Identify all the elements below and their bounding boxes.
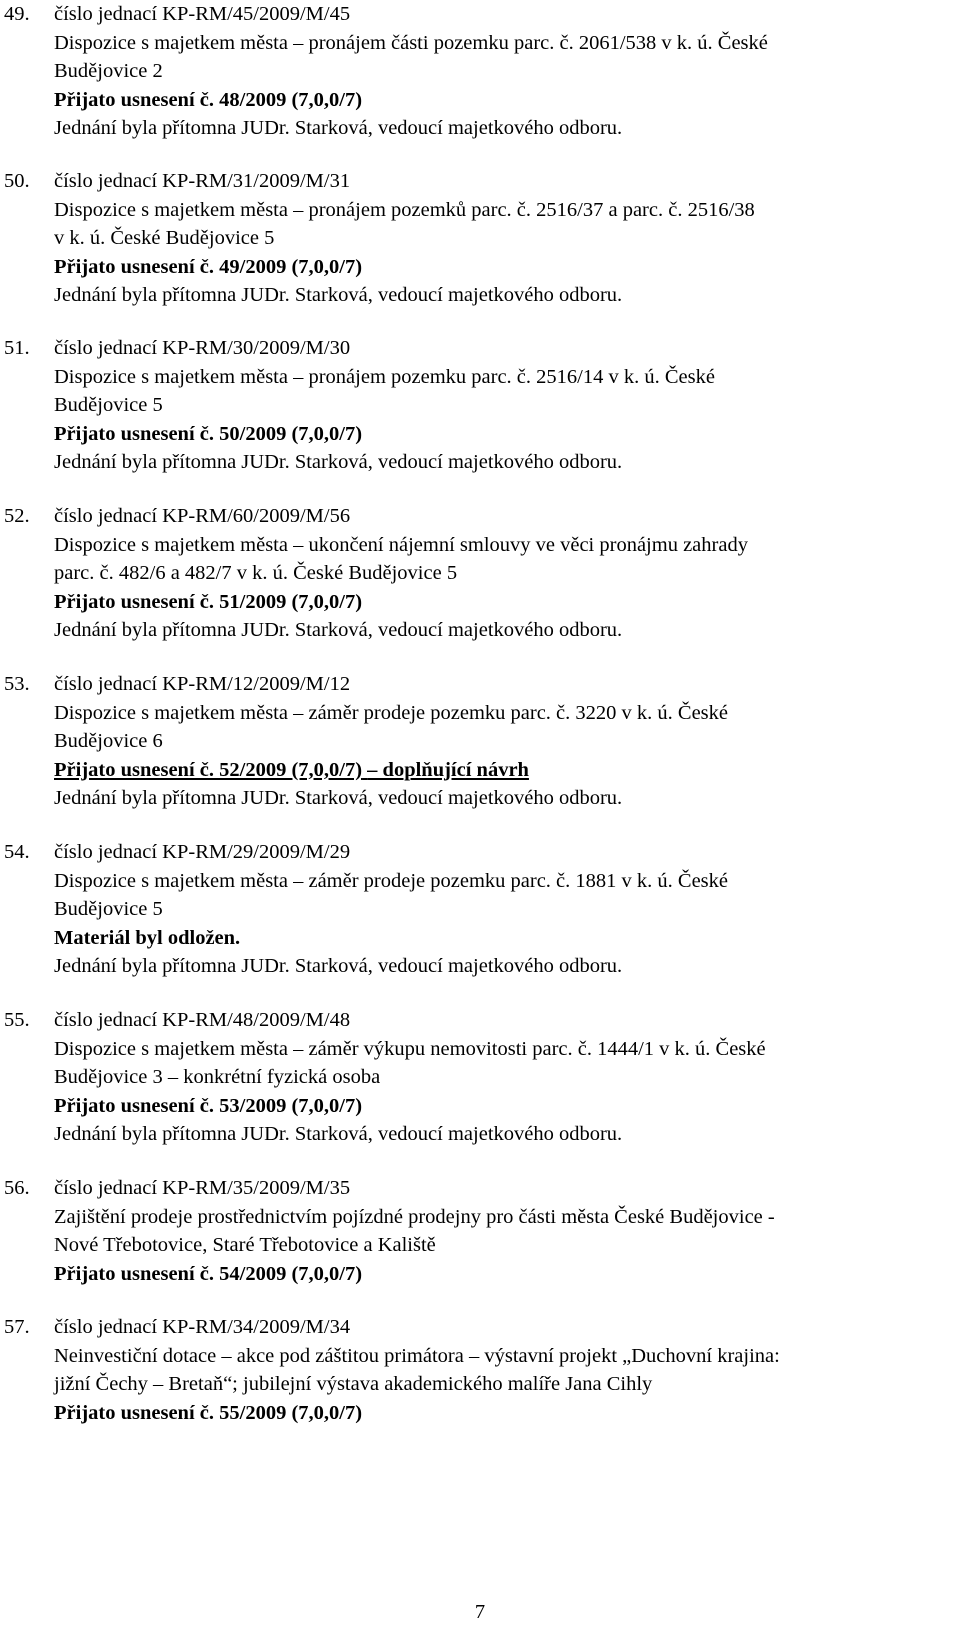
- item-description-line-2: Budějovice 6: [54, 730, 163, 752]
- item-description-line-2: Budějovice 2: [54, 60, 163, 82]
- item-number: 49.: [4, 3, 30, 25]
- agenda-item-49: [4, 0, 954, 143]
- item-reference: číslo jednací KP-RM/45/2009/M/45: [54, 3, 351, 25]
- agenda-item-56: [4, 1174, 954, 1288]
- item-resolution: Přijato usnesení č. 48/2009 (7,0,0/7): [54, 88, 363, 111]
- item-resolution: Přijato usnesení č. 54/2009 (7,0,0/7): [54, 1262, 363, 1285]
- item-number: 51.: [4, 337, 30, 359]
- item-attendance-note: Jednání byla přítomna JUDr. Starková, vedoucí majetkového odboru.: [54, 117, 623, 139]
- item-description-line-1: Neinvestiční dotace – akce pod záštitou primátora – výstavní projekt „Duchovní krajina:: [54, 1344, 780, 1367]
- page-number: 7: [474, 1601, 486, 1623]
- item-attendance-note: Jednání byla přítomna JUDr. Starková, vedoucí majetkového odboru.: [54, 955, 623, 977]
- item-resolution-supplement: – doplňující návrh: [367, 758, 529, 781]
- item-resolution: Přijato usnesení č. 55/2009 (7,0,0/7): [54, 1401, 363, 1424]
- item-description-line-2: Budějovice 5: [54, 394, 163, 416]
- item-number: 52.: [4, 505, 30, 527]
- agenda-item-55: [4, 1006, 954, 1149]
- item-number: 55.: [4, 1009, 30, 1031]
- item-reference: číslo jednací KP-RM/12/2009/M/12: [54, 673, 351, 695]
- item-description-line-2: Budějovice 3 – konkrétní fyzická osoba: [54, 1066, 381, 1088]
- item-reference: číslo jednací KP-RM/31/2009/M/31: [54, 170, 351, 192]
- agenda-item-54: [4, 838, 954, 981]
- item-reference: číslo jednací KP-RM/35/2009/M/35: [54, 1177, 351, 1199]
- item-description-line-1: Dispozice s majetkem města – pronájem pozemků parc. č. 2516/37 a parc. č. 2516/38: [54, 198, 755, 221]
- item-reference: číslo jednací KP-RM/48/2009/M/48: [54, 1009, 351, 1031]
- agenda-item-50: [4, 167, 954, 310]
- item-attendance-note: Jednání byla přítomna JUDr. Starková, vedoucí majetkového odboru.: [54, 619, 623, 641]
- agenda-item-51: [4, 334, 954, 477]
- item-reference: číslo jednací KP-RM/29/2009/M/29: [54, 841, 351, 863]
- item-description-line-1: Dispozice s majetkem města – záměr prodeje pozemku parc. č. 1881 v k. ú. České: [54, 869, 728, 892]
- item-description-line-1: Dispozice s majetkem města – pronájem části pozemku parc. č. 2061/538 v k. ú. České: [54, 31, 768, 54]
- item-number: 50.: [4, 170, 30, 192]
- item-description-line-2: v k. ú. České Budějovice 5: [54, 227, 275, 249]
- item-reference: číslo jednací KP-RM/30/2009/M/30: [54, 337, 351, 359]
- item-resolution-text: Přijato usnesení č. 52/2009 (7,0,0/7): [54, 758, 363, 781]
- item-description-line-1: Dispozice s majetkem města – záměr výkupu nemovitosti parc. č. 1444/1 v k. ú. České: [54, 1037, 766, 1060]
- item-resolution: Materiál byl odložen.: [54, 926, 241, 949]
- item-resolution: Přijato usnesení č. 53/2009 (7,0,0/7): [54, 1094, 363, 1117]
- item-number: 54.: [4, 841, 30, 863]
- item-attendance-note: Jednání byla přítomna JUDr. Starková, vedoucí majetkového odboru.: [54, 1123, 623, 1145]
- item-description-line-2: Nové Třebotovice, Staré Třebotovice a Kaliště: [54, 1234, 436, 1256]
- item-description-line-2: parc. č. 482/6 a 482/7 v k. ú. České Budějovice 5: [54, 562, 458, 584]
- item-resolution: Přijato usnesení č. 51/2009 (7,0,0/7): [54, 590, 363, 613]
- item-description-line-2: Budějovice 5: [54, 898, 163, 920]
- item-resolution: Přijato usnesení č. 50/2009 (7,0,0/7): [54, 422, 363, 445]
- agenda-item-52: [4, 502, 954, 645]
- item-number: 57.: [4, 1316, 30, 1338]
- item-description-line-1: Dispozice s majetkem města – pronájem pozemku parc. č. 2516/14 v k. ú. České: [54, 365, 715, 388]
- item-attendance-note: Jednání byla přítomna JUDr. Starková, vedoucí majetkového odboru.: [54, 284, 623, 306]
- item-attendance-note: Jednání byla přítomna JUDr. Starková, vedoucí majetkového odboru.: [54, 451, 623, 473]
- item-description-line-1: Zajištění prodeje prostřednictvím pojízdné prodejny pro části města České Budějovice -: [54, 1205, 775, 1228]
- item-attendance-note: Jednání byla přítomna JUDr. Starková, vedoucí majetkového odboru.: [54, 787, 623, 809]
- item-reference: číslo jednací KP-RM/34/2009/M/34: [54, 1316, 351, 1338]
- agenda-item-53: [4, 670, 954, 813]
- item-number: 53.: [4, 673, 30, 695]
- item-description-line-1: Dispozice s majetkem města – ukončení nájemní smlouvy ve věci pronájmu zahrady: [54, 533, 748, 556]
- item-description-line-1: Dispozice s majetkem města – záměr prodeje pozemku parc. č. 3220 v k. ú. České: [54, 701, 728, 724]
- item-description-line-2: jižní Čechy – Bretaň“; jubilejní výstava akademického malíře Jana Cihly: [54, 1373, 653, 1395]
- item-resolution: Přijato usnesení č. 49/2009 (7,0,0/7): [54, 255, 363, 278]
- item-resolution: [54, 756, 954, 785]
- agenda-item-57: [4, 1313, 954, 1427]
- item-number: 56.: [4, 1177, 30, 1199]
- item-reference: číslo jednací KP-RM/60/2009/M/56: [54, 505, 351, 527]
